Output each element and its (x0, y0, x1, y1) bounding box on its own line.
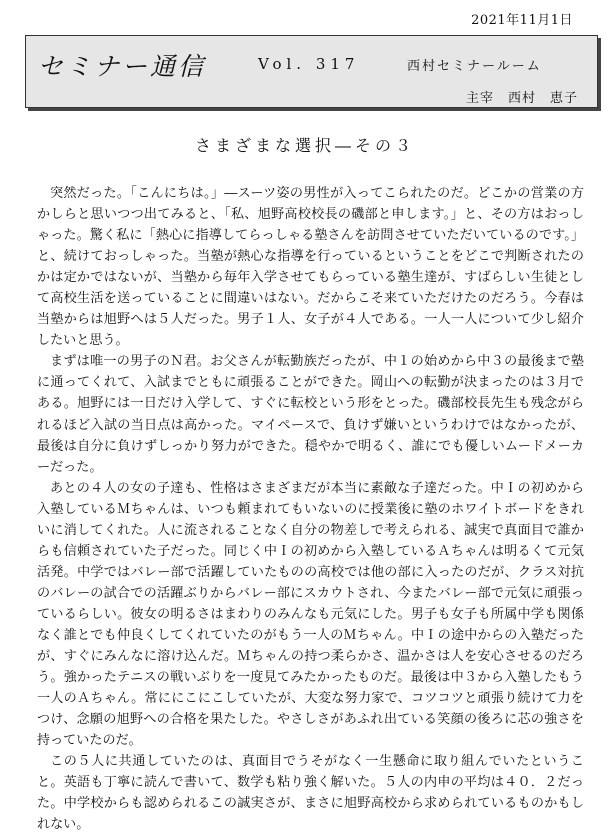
paragraph: まずは唯一の男子のＮ君。お父さんが転勤族だったが、中１の始めから中３の最後まで塾に通ってくれて、入試までともに頑張ることができた。岡山への転勤が決まったのは３月である。旭野には一日だけ入学して、すぐに転校という形をとった。磯部校長先生も残念がられるほど入試の当日点は高かった。マイペースで、負けず嫌いというわけではなかったが、最後は自分に負けずしっかり努力ができた。穏やかで明るく、誰にでも優しいムードメーカーだった。 (37, 354, 584, 475)
paragraph: あとの４人の女の子達も、性格はさまざまだが本当に素敵な子達だった。中Ｉの初めから入塾しているＭちゃんは、いつも頼まれてもいないのに授業後に塾のホワイトボードをきれいに消してくれた。人に流されることなく自分の物差しで考えられる、誠実で真面目で誰からも信頼されていた子だった。同じく中Ｉの初めから入塾しているＡちゃんは明るくて元気活発。中学ではバレー部で活躍していたものの高校では他の部に入ったのだが、クラス対抗のバレーの試合での活躍ぶりからバレー部にスカウトされ、今またバレー部で元気に頑張っているらしい。彼女の明るさはまわりのみんなも元気にした。男子も女子も所属中学も関係なく誰とでも仲良くしてくれていたのがもう一人のＭちゃん。中Ｉの途中からの入塾だったが、すぐにみんなに溶け込んだ。Ｍちゃんの持つ柔らかさ、温かさは人を安心させるのだろう。強かったテニスの戦いぶりを一度見てみたかったものだ。最後は中３から入塾したもう一人のＡちゃん。常ににこにこしていたが、大変な努力家で、コツコツと頑張り続けて力をつけ、念願の旭野への合格を果たした。やさしさがあふれ出ている笑顔の後ろに芯の強さを持っていたのだ。 (37, 480, 584, 749)
article-headline: さまざまな選択―その３ (194, 136, 415, 155)
article-body (37, 183, 584, 835)
newsletter-title: セミナー通信 (38, 52, 207, 81)
paragraph: この５人に共通していたのは、真面目でうそがなく一生懸命に取り組んでいたということ。英語も丁寧に読んで書いて、数学も粘り強く解いた。５人の内申の平均は４０．２だった。中学校からも認められるこの誠実さが、まさに旭野高校から求められているものかもしれない。 (37, 754, 584, 833)
volume-number: Vol. 317 (258, 55, 360, 73)
newsletter-header (25, 35, 598, 108)
organization-name: 西村セミナールーム (407, 59, 542, 74)
editor-name: 主宰 西村 恵子 (466, 91, 579, 106)
paragraph: 突然だった。「こんにちは。」―スーツ姿の男性が入ってこられたのだ。どこかの営業の方かしらと思いつつ出てみると、「私、旭野高校校長の磯部と申します。」と、その方はおっしゃった。驚く私に「熱心に指導してらっしゃる塾さんを訪問させていただいているのです。」と、続けておっしゃった。当塾が熱心な指導を行っているということをどこで判断されたのかは定かではないが、当塾から毎年入学させてもらっている塾生達が、すばらしい生徒として高校生活を送っていることに間違いはない。だからこそ来ていただけたのだろう。今春は当塾からは旭野へは５人だった。男子１人、女子が４人である。一人一人について少し紹介したいと思う。 (37, 186, 584, 349)
issue-date: 2021年11月1日 (471, 13, 573, 28)
